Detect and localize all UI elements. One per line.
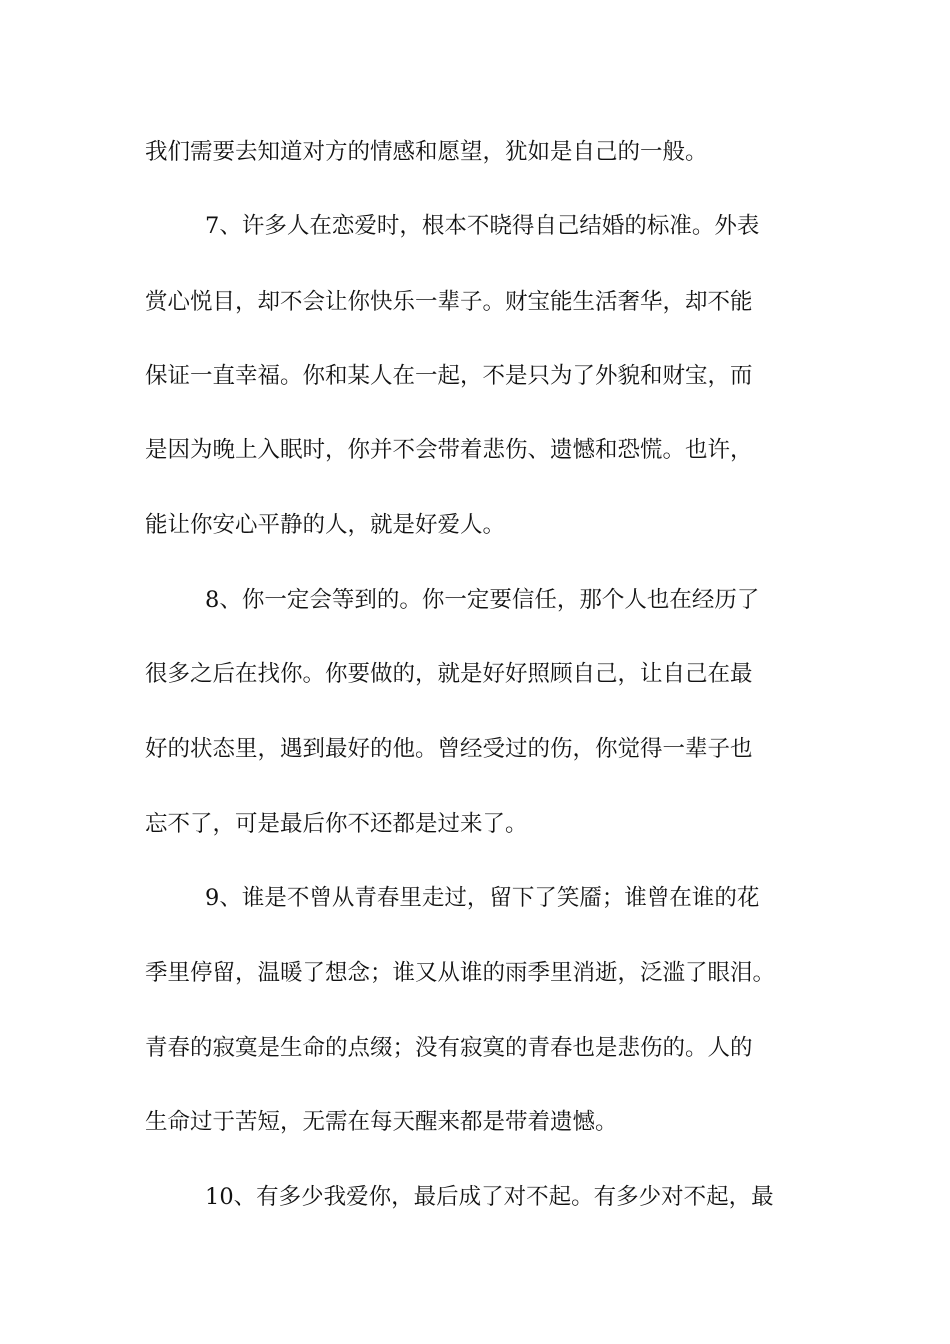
text-line: 保证一直幸福。你和某人在一起，不是只为了外貌和财宝，而 — [145, 363, 753, 389]
text-line: 青春的寂寞是生命的点缀；没有寂寞的青春也是悲伤的。人的 — [145, 1035, 753, 1061]
paragraph-9-start: 9、谁是不曾从青春里走过，留下了笑靥；谁曾在谁的花 — [205, 885, 760, 911]
text-line: 赏心悦目，却不会让你快乐一辈子。财宝能生活奢华，却不能 — [145, 289, 753, 315]
paragraph-10-start: 10、有多少我爱你，最后成了对不起。有多少对不起，最 — [205, 1184, 774, 1210]
paragraph-7-start: 7、许多人在恋爱时，根本不晓得自己结婚的标准。外表 — [205, 213, 760, 239]
text-line: 很多之后在找你。你要做的，就是好好照顾自己，让自己在最 — [145, 661, 753, 687]
text-line: 好的状态里，遇到最好的他。曾经受过的伤，你觉得一辈子也 — [145, 736, 753, 762]
paragraph-8-start: 8、你一定会等到的。你一定要信任，那个人也在经历了 — [205, 587, 760, 613]
text-line: 生命过于苦短，无需在每天醒来都是带着遗憾。 — [145, 1109, 618, 1135]
text-line: 我们需要去知道对方的情感和愿望，犹如是自己的一般。 — [145, 139, 708, 165]
text-line: 是因为晚上入眠时，你并不会带着悲伤、遗憾和恐慌。也许， — [145, 437, 753, 463]
text-line: 能让你安心平静的人，就是好爱人。 — [145, 512, 506, 538]
text-line: 忘不了，可是最后你不还都是过来了。 — [145, 811, 528, 837]
text-line: 季里停留，温暖了想念；谁又从谁的雨季里消逝，泛滥了眼泪。 — [145, 960, 776, 986]
